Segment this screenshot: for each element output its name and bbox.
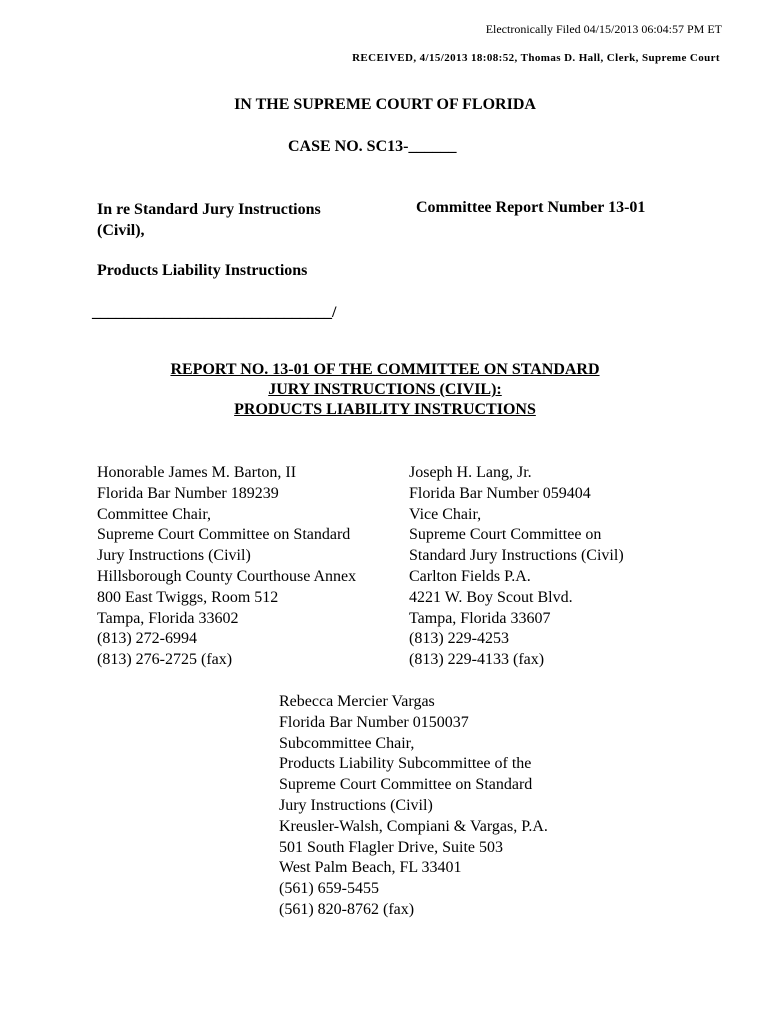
contact-line: Vice Chair, (409, 505, 482, 523)
contact-block-chair (97, 463, 356, 671)
caption-signature-line: ______________________________/ (92, 304, 337, 321)
contact-line: (813) 272-6994 (97, 630, 197, 648)
contact-line: Florida Bar Number 059404 (409, 484, 591, 502)
contact-line: Honorable James M. Barton, II (97, 464, 297, 481)
contact-line: Kreusler-Walsh, Compiani & Vargas, P.A. (279, 817, 548, 835)
case-number: CASE NO. SC13-______ (288, 138, 457, 155)
contact-line: (561) 820-8762 (fax) (279, 900, 415, 918)
contact-line: Tampa, Florida 33607 (409, 609, 551, 627)
report-title (0, 360, 770, 420)
contact-line: Florida Bar Number 0150037 (279, 713, 469, 731)
in-re-caption (97, 199, 321, 241)
report-title-line-1: REPORT NO. 13-01 OF THE COMMITTEE ON STANDARD (170, 361, 600, 378)
contact-line: Supreme Court Committee on Standard (97, 526, 351, 544)
contact-line: 501 South Flagler Drive, Suite 503 (279, 838, 503, 856)
contact-line: West Palm Beach, FL 33401 (279, 859, 462, 877)
committee-report-number: Committee Report Number 13-01 (416, 199, 646, 216)
contact-line: Supreme Court Committee on Standard (279, 776, 533, 794)
contact-line: Joseph H. Lang, Jr. (409, 464, 532, 481)
contact-line: (813) 229-4253 (409, 630, 509, 648)
in-re-line-2: (Civil), (97, 222, 145, 239)
court-name: IN THE SUPREME COURT OF FLORIDA (234, 96, 536, 113)
contact-line: Rebecca Mercier Vargas (279, 693, 435, 710)
electronic-filing-stamp: Electronically Filed 04/15/2013 06:04:57 PM ET (485, 22, 722, 36)
contact-line: Florida Bar Number 189239 (97, 484, 279, 502)
contact-line: (561) 659-5455 (279, 880, 379, 898)
contact-line: Carlton Fields P.A. (409, 567, 531, 585)
contact-line: (813) 276-2725 (fax) (97, 651, 233, 669)
contact-line: Supreme Court Committee on (409, 526, 602, 544)
products-liability-caption: Products Liability Instructions (97, 262, 308, 279)
contact-line: Hillsborough County Courthouse Annex (97, 567, 357, 585)
contact-line: Tampa, Florida 33602 (97, 609, 239, 627)
contact-line: Products Liability Subcommittee of the (279, 755, 532, 773)
contact-block-vice-chair (409, 463, 624, 671)
contact-line: 800 East Twiggs, Room 512 (97, 588, 279, 606)
contact-line: Committee Chair, (97, 505, 212, 523)
contact-block-subcommittee-chair (279, 692, 548, 921)
contact-line: Standard Jury Instructions (Civil) (409, 547, 624, 565)
contact-line: Jury Instructions (Civil) (97, 547, 251, 565)
received-stamp: RECEIVED, 4/15/2013 18:08:52, Thomas D. Hall, Clerk, Supreme Court (352, 52, 720, 64)
contact-line: 4221 W. Boy Scout Blvd. (409, 588, 573, 606)
contact-line: Jury Instructions (Civil) (279, 796, 433, 814)
in-re-line-1: In re Standard Jury Instructions (97, 201, 321, 218)
contact-line: (813) 229-4133 (fax) (409, 651, 545, 669)
report-title-line-3: PRODUCTS LIABILITY INSTRUCTIONS (234, 401, 536, 418)
contact-line: Subcommittee Chair, (279, 734, 415, 752)
report-title-line-2: JURY INSTRUCTIONS (CIVIL): (268, 381, 502, 398)
